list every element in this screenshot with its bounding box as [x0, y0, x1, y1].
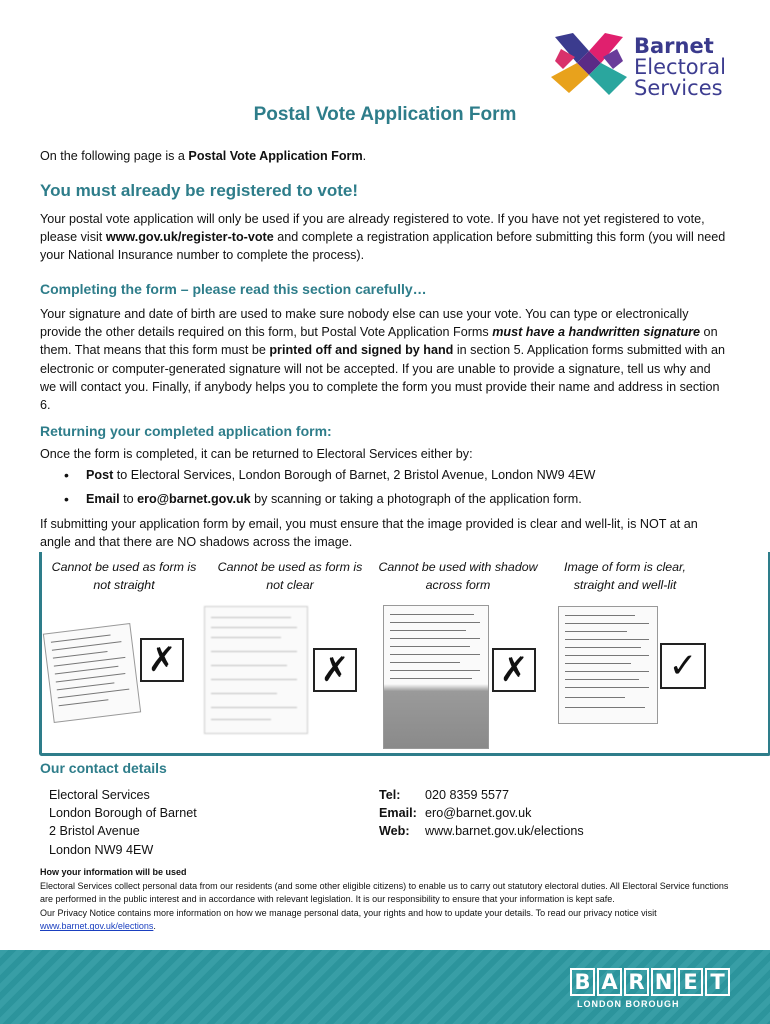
- cross-mark-icon: ✗: [140, 638, 184, 682]
- privacy-paragraph-1: Electoral Services collect personal data from our residents (and some other eligible citizens) to enable us to carry out statutory electoral duties. All Electoral Service functions are performed in the public interest and in accordance with relevant legislation. It is our responsibility to ensure that your information is kept safe.: [40, 880, 729, 905]
- intro-paragraph: [40, 147, 730, 165]
- contact-web-row: [379, 822, 584, 840]
- privacy-text: Our Privacy Notice contains more information on how we manage personal data, your rights and how to update your details. To read our privacy notice visit: [40, 907, 657, 918]
- logo-letter: T: [705, 968, 730, 996]
- completing-emphasis: must have a handwritten signature: [492, 325, 701, 340]
- privacy-link[interactable]: www.barnet.gov.uk/elections: [40, 921, 154, 932]
- intro-bold: Postal Vote Application Form: [188, 149, 363, 163]
- logo-letter: B: [570, 968, 595, 996]
- privacy-info: [40, 866, 735, 934]
- privacy-heading: How your information will be used: [40, 867, 187, 877]
- address-line: 2 Bristol Avenue: [49, 824, 140, 839]
- return-methods-list: [40, 463, 740, 511]
- registered-heading: You must already be registered to vote!: [40, 181, 359, 200]
- completing-heading: Completing the form – please read this section carefully…: [40, 281, 427, 297]
- intro-end: .: [362, 149, 367, 163]
- registered-text-1: Your postal vote application will only be used if you are already registered to vote. If you have not yet registered to vote, please visit: [40, 212, 705, 245]
- email-label: Email:: [379, 806, 417, 821]
- intro-text: On the following page is a: [40, 149, 189, 163]
- barnet-electoral-logo-mark: [551, 33, 627, 97]
- contact-address: [49, 786, 197, 859]
- logo-wordmark: [634, 36, 726, 99]
- email-mid: to: [119, 492, 138, 506]
- email-value[interactable]: ero@barnet.gov.uk: [425, 806, 532, 821]
- logo-letter: N: [651, 968, 676, 996]
- post-label: Post: [86, 468, 114, 482]
- example-image-tilted: [43, 623, 141, 723]
- address-line: London Borough of Barnet: [49, 806, 197, 821]
- logo-letter: E: [678, 968, 703, 996]
- register-link[interactable]: www.gov.uk/register-to-vote: [105, 230, 274, 245]
- cross-mark-icon: ✗: [313, 648, 357, 692]
- logo-line-3: Services: [634, 76, 723, 100]
- example-image-good: [558, 606, 658, 724]
- completing-paragraph: [40, 305, 730, 414]
- returning-lead: Once the form is completed, it can be returned to Electoral Services either by:: [40, 447, 473, 461]
- contact-email-row: [379, 804, 584, 822]
- returning-heading: Returning your completed application form:: [40, 423, 332, 439]
- page-title: Postal Vote Application Form: [253, 104, 517, 125]
- completing-text-1: Your signature and date of birth are used to make sure nobody else can use your vote. You can type or electronically provide the other details required on this form, but Postal Vote Application Forms: [40, 307, 689, 340]
- address-line: London NW9 4EW: [49, 842, 154, 857]
- email-text: by scanning or taking a photograph of the application form.: [250, 492, 582, 506]
- logo-letter: R: [624, 968, 649, 996]
- logo-line-2: Electoral: [634, 55, 726, 79]
- example-caption-1: Cannot be used as form is not straight: [51, 560, 197, 592]
- contact-heading: Our contact details: [40, 760, 167, 776]
- example-image-unclear: [204, 606, 308, 734]
- privacy-end: .: [153, 921, 156, 932]
- web-label: Web:: [379, 824, 410, 839]
- email-note: If submitting your application form by email, you must ensure that the image provided is clear and well-lit, is NOT at an angle and that there are NO shadows across the image.: [40, 517, 698, 550]
- completing-text-3: in section 5. Application forms submitted with an electronic or computer-generated signature will not be accepted. If you are unable to provide a signature, tell us why and we will contact you. Finally, if anybody helps you to complete the form you must provide their name and address in section 6.: [40, 343, 725, 413]
- cross-mark-icon: ✗: [492, 648, 536, 692]
- web-value[interactable]: www.barnet.gov.uk/elections: [425, 824, 584, 839]
- london-borough-label: LONDON BOROUGH: [577, 999, 680, 1009]
- email-address-link[interactable]: ero@barnet.gov.uk: [137, 492, 251, 506]
- check-mark-icon: ✓: [660, 643, 706, 689]
- email-label: Email: [86, 492, 120, 506]
- registered-paragraph: [40, 210, 730, 265]
- logo-line-1: Barnet: [634, 34, 714, 58]
- post-text: to Electoral Services, London Borough of Barnet, 2 Bristol Avenue, London NW9 4EW: [113, 468, 596, 482]
- return-method-post: [40, 463, 740, 487]
- registered-text-2: and complete a registration application before submitting this form (you will need your National Insurance number to complete the process).: [40, 230, 726, 263]
- completing-bold: printed off and signed by hand: [269, 343, 454, 358]
- example-image-shadow: [383, 605, 489, 749]
- contact-methods: [379, 786, 584, 841]
- address-line: Electoral Services: [49, 788, 150, 802]
- tel-value[interactable]: 020 8359 5577: [425, 788, 510, 802]
- example-caption-3: Cannot be used with shadow across form: [378, 560, 538, 592]
- barnet-council-logo: [570, 968, 732, 996]
- contact-tel-row: [379, 786, 584, 804]
- privacy-paragraph-2: [40, 907, 735, 934]
- completing-text-2: on them. That means that this form must be: [40, 325, 718, 358]
- return-method-email: [40, 487, 740, 511]
- example-caption-2: Cannot be used as form is not clear: [217, 560, 363, 592]
- tel-label: Tel:: [379, 788, 401, 802]
- logo-letter: A: [597, 968, 622, 996]
- example-caption-4: Image of form is clear, straight and well-lit: [564, 560, 686, 592]
